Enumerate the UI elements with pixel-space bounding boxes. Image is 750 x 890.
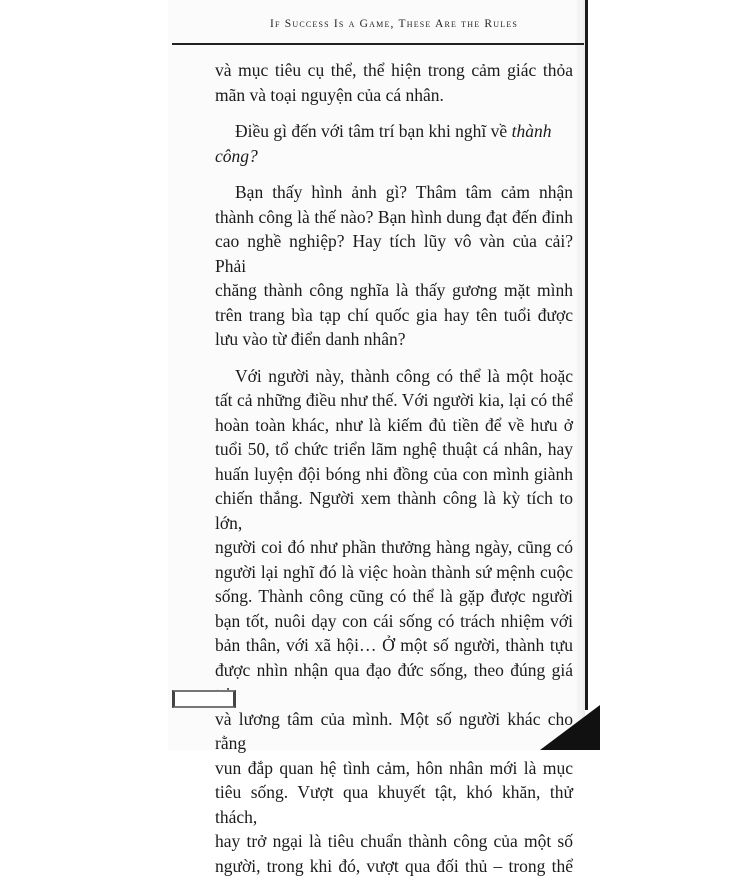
text-line: tất cả những điều như thế. Với người kia, lại có thể bbox=[215, 390, 573, 410]
running-header: If Success Is a Game, These Are the Rules bbox=[270, 18, 519, 30]
text-line: cao nghề nghiệp? Hay tích lũy vô vàn của cải? Phải bbox=[215, 231, 573, 276]
text-line: sống. Thành công cũng có thể là gặp được người bbox=[215, 586, 573, 606]
text-line: người, trong khi đó, vượt qua đối thủ – trong thể bbox=[215, 855, 573, 876]
text-line: chiến thắng. Người xem thành công là kỳ tích to lớn, bbox=[215, 488, 573, 533]
paragraph-1 bbox=[215, 58, 573, 107]
text-segment: Điều gì đến với tâm trí bạn khi nghĩ về bbox=[235, 121, 508, 141]
text-line: người lại nghĩ đó là việc hoàn thành sứ mệnh cuộc bbox=[215, 561, 573, 582]
text-line: người coi đó như phần thưởng hàng ngày, cũng có bbox=[215, 537, 573, 557]
text-line: vun đắp quan hệ tình cảm, hôn nhân mới là mục bbox=[215, 757, 573, 778]
text-line: bản thân, với xã hội… Ở một số người, thành tựu bbox=[215, 635, 573, 655]
text-line: Bạn thấy hình ảnh gì? Thâm tâm cảm nhận bbox=[235, 182, 573, 202]
paragraph-4 bbox=[215, 364, 573, 879]
body-text bbox=[215, 58, 573, 890]
text-line: hay trở ngại là tiêu chuẩn thành công của một số bbox=[215, 831, 573, 851]
bookmark-tab bbox=[172, 690, 236, 708]
text-line: lưu vào từ điển danh nhân? bbox=[215, 329, 406, 349]
text-line: huấn luyện đội bóng nhi đồng của con mình giành bbox=[215, 463, 573, 484]
text-line bbox=[215, 119, 573, 144]
italic-word: thành bbox=[511, 121, 552, 141]
text-line: bạn tốt, nuôi dạy con cái sống có trách nhiệm với bbox=[215, 610, 573, 631]
header-rule bbox=[172, 43, 584, 45]
text-line: trên trang bìa tạp chí quốc gia hay tên tuổi được bbox=[215, 304, 573, 325]
paragraph-3 bbox=[215, 180, 573, 352]
spine-shadow bbox=[575, 0, 585, 750]
book-spine bbox=[585, 0, 588, 710]
text-line: chăng thành công nghĩa là thấy gương mặt mình bbox=[215, 280, 573, 300]
text-line: mãn và toại nguyện của cá nhân. bbox=[215, 84, 444, 105]
text-line: thành công là thế nào? Bạn hình dung đạt đến đỉnh bbox=[215, 206, 573, 227]
text-line: và mục tiêu cụ thể, thể hiện trong cảm giác thỏa bbox=[215, 60, 573, 80]
paragraph-2 bbox=[215, 119, 573, 168]
text-line: tuổi 50, tổ chức triển lãm nghệ thuật cá nhân, hay bbox=[215, 439, 573, 459]
text-line: được nhìn nhận qua đạo đức sống, theo đúng giá bbox=[215, 659, 573, 680]
text-line: Với người này, thành công có thể là một hoặc bbox=[235, 365, 573, 386]
italic-line: công? bbox=[215, 145, 258, 166]
text-line: tiêu sống. Vượt qua khuyết tật, khó khăn, thử thách, bbox=[215, 782, 573, 827]
text-line: hoàn toàn khác, như là kiếm đủ tiền để về hưu ở bbox=[215, 414, 573, 435]
text-line: và lương tâm của mình. Một số người khác cho rằng bbox=[215, 708, 573, 753]
